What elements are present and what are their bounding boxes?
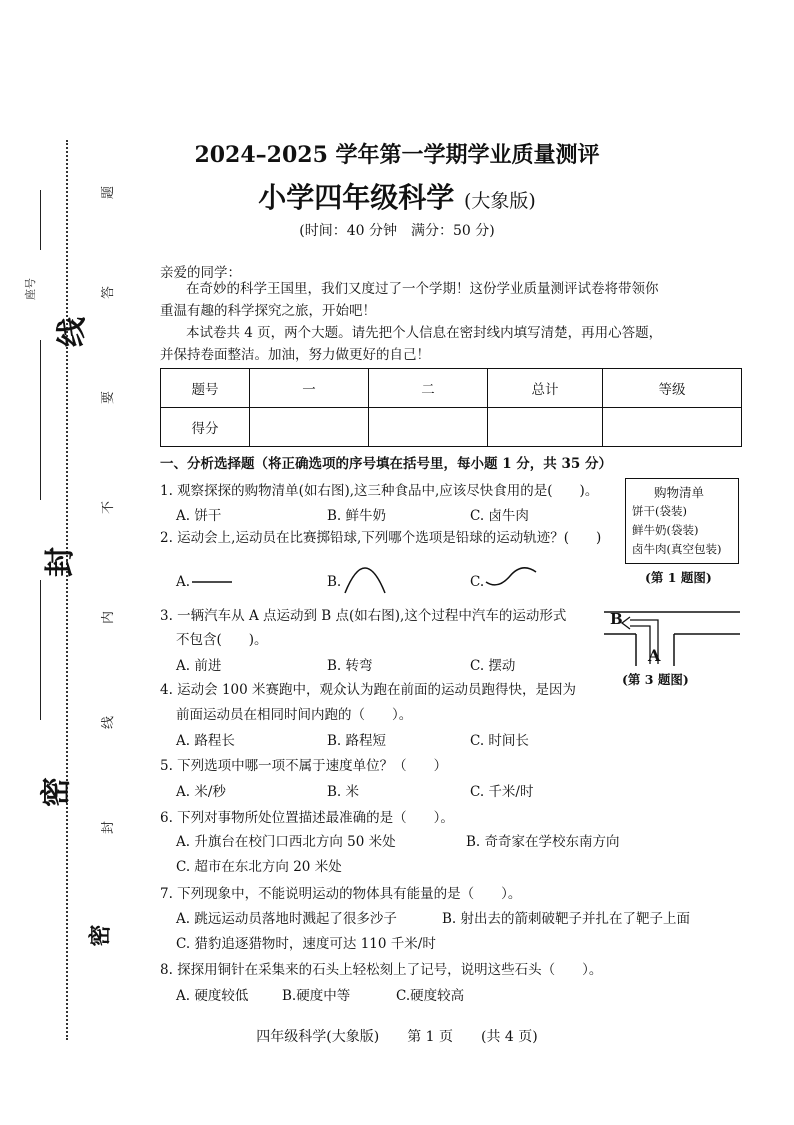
page-footer: 四年级科学(大象版) 第 1 页 (共 4 页) [256,1029,538,1045]
intro-p1b: 重温有趣的科学探究之旅，开始吧！ [160,303,376,319]
intro-p1: 在奇妙的科学王国里，我们又度过了一个学期！这份学业质量测评试卷将带领你 [186,281,659,297]
intro-p2b: 并保持卷面整洁。加油，努力做更好的自己！ [160,347,430,363]
table-header: 一 [250,369,369,408]
edition-label: (大象版) [463,190,536,212]
shopping-item: 卤牛肉(真空包装) [632,542,722,556]
q6-option-b: B. 奇奇家在学校东南方向 [466,834,620,850]
q2-option-c: C. [470,574,485,590]
table-header: 二 [369,369,488,408]
seal-dotted-line [66,140,68,1040]
trajectory-arc-icon [342,555,388,595]
score-cell[interactable] [488,408,603,447]
notice-char: 要 [101,390,117,405]
q7-option-c: C. 猎豹追逐猎物时，速度可达 110 千米/时 [176,936,436,952]
seal-word-line: 线 [55,317,90,347]
question-3-stem-2: 不包含( )。 [176,632,268,648]
table-row [161,408,742,447]
exam-subject [0,176,794,216]
table-header: 等级 [603,369,742,408]
q8-option-b: B.硬度中等 [282,988,351,1004]
q8-option-a: A. 硬度较低 [176,988,249,1004]
q7-option-b: B. 射出去的箭刺破靶子并扎在了靶子上面 [442,911,691,927]
subject-name: 小学四年级科学 [258,181,455,214]
question-8-stem: 8. 探探用铜针在采集来的石头上轻松刻上了记号，说明这些石头（ ）。 [160,962,603,978]
q2-option-a: A. [176,574,191,590]
q1-option-a: A. 饼干 [176,508,222,524]
notice-char: 不 [101,500,117,515]
question-4-stem-2: 前面运动员在相同时间内跑的（ ）。 [176,707,413,723]
q6-option-a: A. 升旗台在校门口西北方向 50 米处 [176,834,396,850]
seal-word-secret-2: 密 [87,924,114,947]
score-cell[interactable] [369,408,488,447]
exam-title: 2024–2025 学年第一学期学业质量测评 [194,142,600,168]
score-cell[interactable] [250,408,369,447]
q1-option-c: C. 卤牛肉 [470,508,529,524]
seal-word-seal: 封 [43,547,78,577]
section-title: 一、分析选择题（将正确选项的序号填在括号里，每小题 1 分，共 35 分） [160,456,612,472]
fig3-label-a: A [648,646,661,665]
table-row-label: 得分 [161,408,250,447]
score-table [160,368,742,447]
q5-option-a: A. 米/秒 [176,784,226,800]
seal-solid-line-2 [40,340,41,500]
score-cell[interactable] [603,408,742,447]
fig3-caption: (第 3 题图) [622,672,689,687]
q3-option-b: B. 转弯 [327,658,373,674]
greeting: 亲爱的同学： [160,265,241,281]
question-5-stem: 5. 下列选项中哪一项不属于速度单位？（ ） [160,758,448,774]
q5-option-b: B. 米 [327,784,360,800]
q3-option-c: C. 摆动 [470,658,516,674]
time-info: (时间：40 分钟 满分：50 分) [299,223,495,239]
q7-option-a: A. 跳远运动员落地时溅起了很多沙子 [176,911,397,927]
q4-option-c: C. 时间长 [470,733,529,749]
shopping-list-figure [625,478,739,564]
question-1-stem: 1. 观察探探的购物清单(如右图),这三种食品中,应该尽快食用的是( )。 [160,483,599,499]
road-junction-figure [604,604,740,666]
notice-char: 答 [101,285,117,300]
q4-option-b: B. 路程短 [327,733,387,749]
table-header: 题号 [161,369,250,408]
q5-option-c: C. 千米/时 [470,784,534,800]
seal-word-secret: 密 [39,777,74,807]
notice-char: 封 [101,820,117,835]
seat-label: 座号 [24,278,37,300]
question-7-stem: 7. 下列现象中，不能说明运动的物体具有能量的是（ ）。 [160,886,522,902]
question-6-stem: 6. 下列对事物所处位置描述最准确的是（ ）。 [160,810,454,826]
notice-char: 内 [101,610,117,625]
question-4-stem: 4. 运动会 100 米赛跑中，观众认为跑在前面的运动员跑得快，是因为 [160,682,577,698]
q1-option-b: B. 鲜牛奶 [327,508,387,524]
trajectory-straight-icon [192,572,234,592]
shopping-item: 饼干(袋装) [632,504,687,518]
question-3-stem: 3. 一辆汽车从 A 点运动到 B 点(如右图),这个过程中汽车的运动形式 [160,608,567,624]
fig1-caption: (第 1 题图) [645,570,712,585]
table-header: 总计 [488,369,603,408]
question-2-stem: 2. 运动会上,运动员在比赛掷铅球,下列哪个选项是铅球的运动轨迹？( ) [160,530,602,546]
q4-option-a: A. 路程长 [176,733,235,749]
notice-char: 线 [101,715,117,730]
seal-solid-line-3 [40,580,41,720]
q2-option-b: B. [327,574,342,590]
shopping-list-title: 购物清单 [654,485,705,500]
q6-option-c: C. 超市在东北方向 20 米处 [176,859,342,875]
fig3-label-b: B [610,610,623,628]
notice-char: 题 [101,185,117,200]
q8-option-c: C.硬度较高 [396,988,465,1004]
shopping-item: 鲜牛奶(袋装) [632,523,699,537]
trajectory-wave-icon [484,562,538,588]
q3-option-a: A. 前进 [176,658,222,674]
table-row [161,369,742,408]
intro-p2: 本试卷共 4 页，两个大题。请先把个人信息在密封线内填写清楚，再用心答题， [186,325,663,341]
